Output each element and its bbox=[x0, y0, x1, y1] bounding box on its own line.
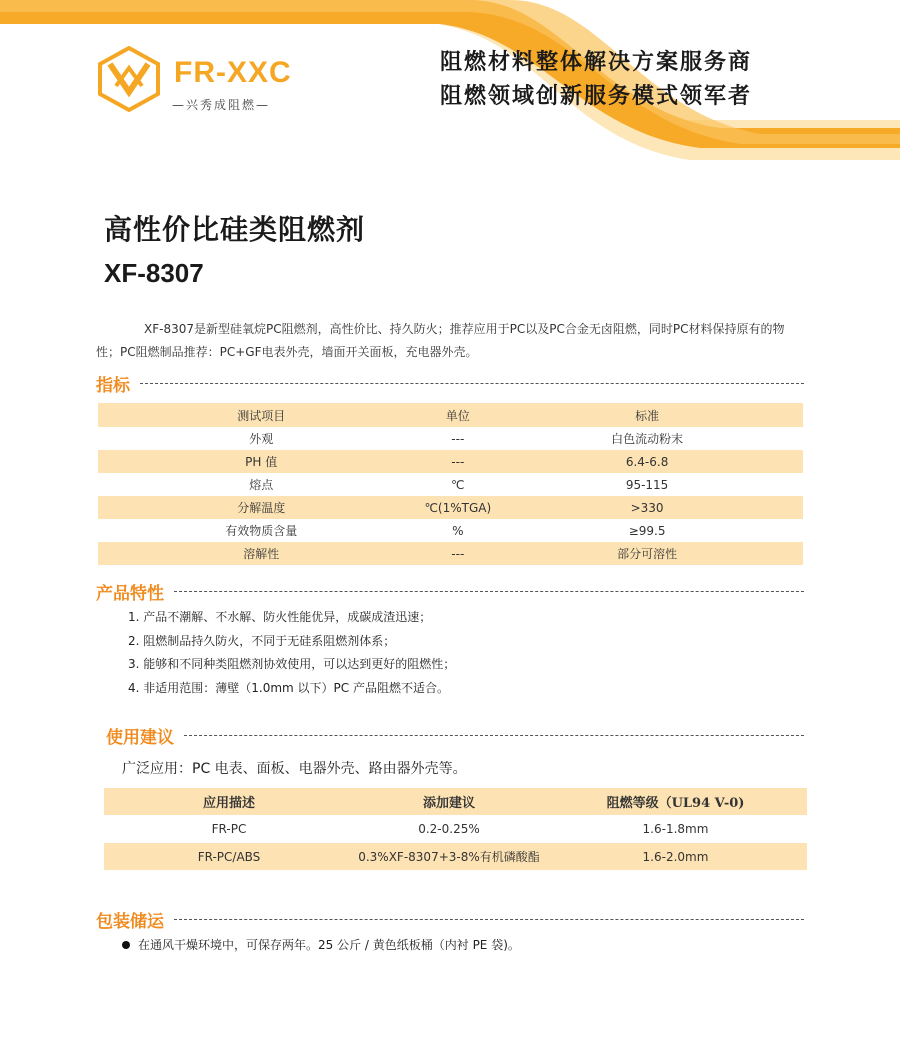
list-item: 4. 非适用范围：薄壁（1.0mm 以下）PC 产品阻燃不适合。 bbox=[128, 680, 449, 695]
bullet-icon bbox=[122, 941, 130, 949]
dashed-divider bbox=[174, 591, 804, 592]
brand-name: FR-XXC bbox=[174, 56, 292, 89]
usage-description: 广泛应用：PC 电表、面板、电器外壳、路由器外壳等。 bbox=[122, 761, 467, 777]
brand-tagline: —兴秀成阻燃— bbox=[172, 98, 271, 112]
section-specs-heading bbox=[96, 370, 804, 396]
table-cell: ≥99.5 bbox=[628, 523, 666, 538]
product-title: 高性价比硅类阻燃剂 bbox=[104, 213, 366, 246]
table-row bbox=[98, 473, 803, 496]
table-cell: 溶解性 bbox=[243, 547, 280, 561]
table-row bbox=[98, 427, 803, 450]
table-cell: FR-PC/ABS bbox=[197, 849, 261, 864]
dashed-divider bbox=[174, 919, 804, 920]
table-cell: 白色流动粉末 bbox=[611, 432, 684, 446]
table-cell: 95-115 bbox=[625, 477, 669, 492]
table-cell: 0.2-0.25% bbox=[418, 822, 480, 836]
section-label: 产品特性 bbox=[96, 583, 164, 604]
table-cell: 熔点 bbox=[249, 478, 274, 492]
section-label: 包装储运 bbox=[96, 911, 164, 932]
table-cell: 分解温度 bbox=[237, 501, 286, 515]
section-features-heading bbox=[96, 578, 804, 604]
list-item: 1. 产品不潮解、不水解、防火性能优异，成碳成渣迅速； bbox=[128, 610, 432, 624]
table-row bbox=[98, 542, 803, 565]
table-cell: FR-PC bbox=[211, 822, 247, 836]
table-cell: --- bbox=[451, 546, 465, 561]
slogan bbox=[440, 46, 752, 114]
packaging-note bbox=[122, 936, 520, 953]
column-header: 标准 bbox=[635, 408, 660, 423]
section-label: 使用建议 bbox=[106, 727, 174, 748]
table-header-row bbox=[98, 403, 803, 427]
dashed-divider bbox=[140, 383, 804, 384]
table-cell: 0.3%XF-8307+3-8%有机磷酸酯 bbox=[358, 850, 540, 864]
table-cell: --- bbox=[451, 454, 465, 469]
product-model: XF-8307 bbox=[104, 258, 204, 288]
table-cell: ℃ bbox=[451, 477, 465, 492]
list-item: 3. 能够和不同种类阻燃剂协效使用，可以达到更好的阻燃性； bbox=[128, 657, 456, 671]
section-usage-heading bbox=[106, 722, 804, 748]
table-cell: ℃(1%TGA) bbox=[424, 500, 492, 515]
table-row bbox=[98, 450, 803, 473]
slogan-line-1: 阻燃材料整体解决方案服务商 bbox=[440, 50, 753, 75]
list-item: 2. 阻燃制品持久防火，不同于无硅系阻燃剂体系； bbox=[128, 633, 396, 648]
column-header: 测试项目 bbox=[237, 408, 286, 423]
packaging-text: 在通风干燥环境中，可保存两年。25 公斤 / 黄色纸板桶（内衬 PE 袋)。 bbox=[138, 938, 520, 952]
table-cell: % bbox=[452, 523, 464, 538]
section-label: 指标 bbox=[96, 375, 130, 396]
table-cell: 6.4-6.8 bbox=[625, 454, 669, 469]
column-header: 应用描述 bbox=[202, 796, 255, 811]
table-row bbox=[98, 519, 803, 542]
table-row bbox=[98, 496, 803, 519]
column-header: 单位 bbox=[445, 408, 470, 423]
table-cell: 外观 bbox=[249, 432, 274, 446]
section-packaging-heading bbox=[96, 906, 804, 932]
table-cell: 部分可溶性 bbox=[617, 547, 678, 561]
table-cell: 1.6-2.0mm bbox=[642, 849, 709, 864]
column-header: 添加建议 bbox=[422, 796, 475, 811]
product-intro: XF-8307是新型硅氧烷PC阻燃剂，高性价比、持久防火；推荐应用于PC以及PC合金无卤阻燃，同时PC材料保持原有的物性；PC阻燃制品推荐：PC+GF电表外壳，墙面开关面板，充电器外壳。 bbox=[96, 322, 785, 359]
table-row bbox=[104, 815, 807, 843]
table-cell: >330 bbox=[630, 500, 664, 515]
table-cell: 1.6-1.8mm bbox=[642, 822, 709, 836]
table-header-row bbox=[104, 788, 807, 815]
table-cell: 有效物质含量 bbox=[225, 524, 298, 538]
slogan-line-2: 阻燃领域创新服务模式领军者 bbox=[440, 84, 753, 109]
brand-logo-icon bbox=[96, 46, 162, 112]
dashed-divider bbox=[184, 735, 804, 736]
usage-table bbox=[104, 788, 807, 870]
specs-table bbox=[98, 403, 803, 565]
features-list bbox=[128, 606, 455, 700]
table-cell: --- bbox=[451, 431, 465, 446]
column-header: 阻燃等级（UL94 V-0) bbox=[606, 796, 745, 811]
table-cell: PH 值 bbox=[245, 455, 278, 469]
table-row bbox=[104, 843, 807, 870]
